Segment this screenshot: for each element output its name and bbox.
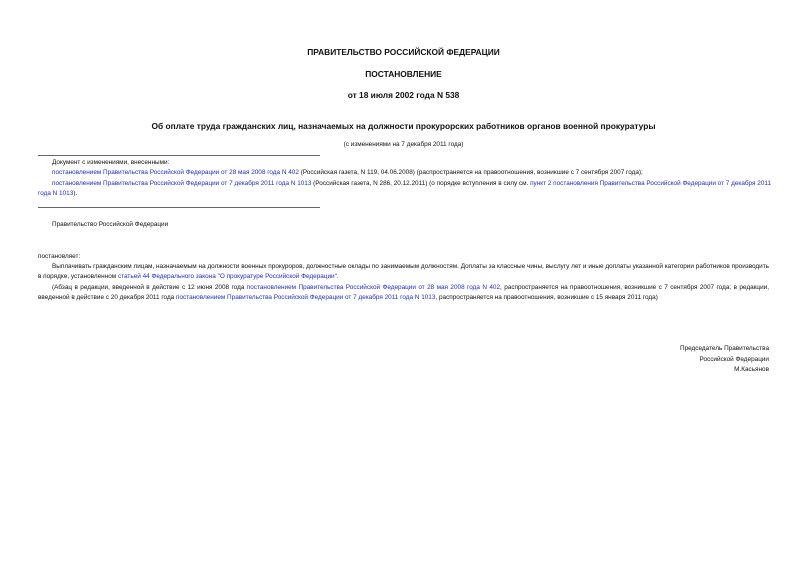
amendment-link-402[interactable]: постановлением Правительства Российской Федерации от 28 мая 2008 года N 402 [52, 169, 299, 177]
paragraph-1-tail: . [336, 273, 339, 281]
paragraph-1-text: Выплачивать гражданским лицам, назначаемым на должности военных прокуроров, должностные оклады по занимаемым должностям. Доплаты за классные чины, выслугу лет и иные доплаты указанной категории работников производить в порядке, установленном [38, 263, 769, 281]
signature-position: Председатель Правительства [680, 345, 769, 352]
signature-name: М.Касьянов [734, 366, 769, 374]
signature-block [680, 344, 769, 376]
government-reference: Правительство Российской Федерации [52, 221, 169, 228]
paragraph-2-link-402[interactable]: постановлением Правительства Российской Федерации от 28 мая 2008 года N 402 [246, 284, 501, 291]
document-title: Об оплате труда гражданских лиц, назначаемых на должности прокурорских работников органов военной прокуратуры [151, 121, 656, 131]
law-article-link[interactable]: статьей 44 Федерального закона "О прокуратуре Российской Федерации" [117, 273, 337, 281]
amendment-link-point2[interactable]: пункт 2 постановления Правительства Российской Федерации от 7 декабря 2011 года N 1013 [38, 179, 772, 198]
document-date-number: от 18 июля 2002 года N 538 [347, 90, 460, 100]
amendment-item [38, 179, 773, 200]
paragraph-1 [38, 262, 769, 283]
paragraph-2 [38, 283, 769, 304]
paragraph-2-text-c: , распространяется на правоотношения, возникшие с 15 января 2011 года) [435, 294, 658, 302]
paragraph-2-text-a: (Абзац в редакции, введенной в действие с 12 июня 2008 года [52, 284, 247, 291]
amended-note: (с изменениями на 7 декабря 2011 года) [343, 141, 464, 148]
document-type: ПОСТАНОВЛЕНИЕ [365, 69, 442, 79]
decrees-label: постановляет: [38, 253, 81, 260]
amendment-tail: ). [73, 190, 78, 198]
paragraph-2-link-1013[interactable]: постановлением Правительства Российской Федерации от 7 декабря 2011 года N 1013 [176, 294, 436, 302]
amendment-text: (Российская газета, N 119, 04.06.2008) (распространяется на правоотношения, возникшие с 7 сентября 2007 года); [298, 169, 643, 177]
signature-country: Российской Федерации [699, 355, 769, 363]
amendment-link-1013[interactable]: постановлением Правительства Российской Федерации от 7 декабря 2011 года N 1013 [52, 179, 312, 187]
amendments-block [38, 158, 773, 200]
amendments-intro: Документ с изменениями, внесенными: [52, 159, 170, 166]
amendment-item [38, 168, 773, 178]
government-heading: ПРАВИТЕЛЬСТВО РОССИЙСКОЙ ФЕДЕРАЦИИ [307, 47, 500, 57]
amendment-text: (Российская газета, N 286, 20.12.2011) (о порядке вступления в силу см. [311, 179, 531, 187]
amendments-bottom-divider [38, 207, 320, 208]
amendments-top-divider [38, 155, 320, 156]
paragraph-2-text-b: , распространяется на правоотношения, возникшие с 7 сентября 2007 года; в редакции, введенной в действие с 20 декабря 2011 года [38, 284, 769, 302]
